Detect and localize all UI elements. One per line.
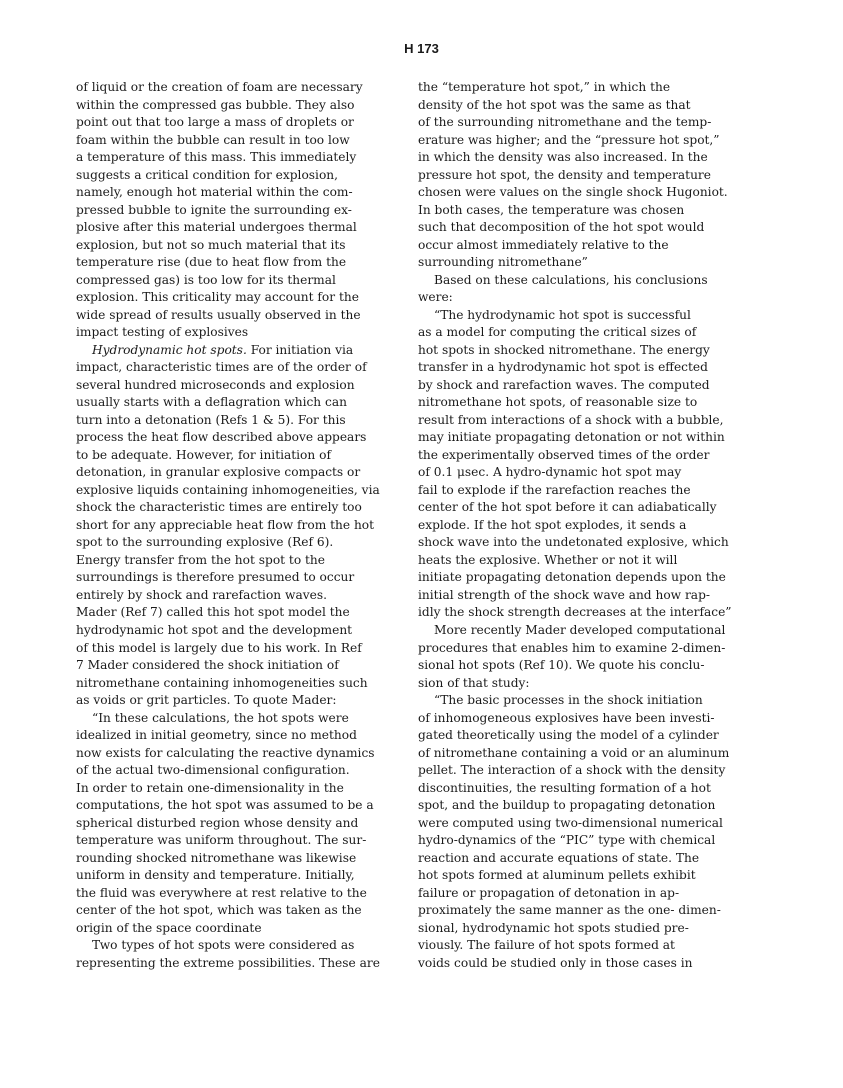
left-column-text-line: [76, 447, 394, 465]
line-text: sional, hydrodynamic hot spots studied pre-: [418, 920, 689, 935]
line-text: result from interactions of a shock with a bubble,: [418, 412, 724, 427]
right-column-text-line: [418, 394, 748, 412]
right-column-text-line: [418, 307, 748, 325]
left-column: [76, 79, 394, 972]
right-column-text-line: [418, 149, 748, 167]
line-text: voids could be studied only in those cases in: [418, 955, 693, 970]
line-text: such that decomposition of the hot spot would: [418, 220, 705, 235]
line-text: Based on these calculations, his conclusions: [434, 272, 708, 287]
line-text: entirely by shock and rarefaction waves.: [76, 587, 327, 602]
line-text: initiate propagating detonation depends upon the: [418, 570, 726, 585]
line-text: impact testing of explosives: [76, 325, 249, 340]
left-column-text-line: [76, 202, 394, 220]
left-column-text-line: [76, 885, 394, 903]
right-column-text-line: [418, 955, 748, 973]
right-column-text-line: [418, 464, 748, 482]
line-text: surrounding nitromethane”: [418, 255, 588, 270]
line-text: detonation, in granular explosive compacts or: [76, 465, 361, 480]
line-text: In order to retain one-dimensionality in the: [76, 780, 344, 795]
left-column-text-line: [76, 97, 394, 115]
line-text: viously. The failure of hot spots formed at: [418, 938, 675, 953]
left-column-text-line: [76, 464, 394, 482]
line-text: shock the characteristic times are entirely too: [76, 500, 362, 515]
left-column-text-line: [76, 692, 394, 710]
right-column-text-line: [418, 79, 748, 97]
left-column-text-line: [76, 780, 394, 798]
line-text: chosen were values on the single shock Hugoniot.: [418, 185, 728, 200]
line-text: “The basic processes in the shock initiation: [434, 693, 703, 708]
line-text: discontinuities, the resulting formation of a hot: [418, 780, 711, 795]
right-column-text-line: [418, 114, 748, 132]
left-column-text-line: [76, 394, 394, 412]
line-text: occur almost immediately relative to the: [418, 237, 669, 252]
left-column-text-line: [76, 587, 394, 605]
line-text: explosion, but not so much material that its: [76, 237, 346, 252]
line-text: pellet. The interaction of a shock with the density: [418, 763, 726, 778]
line-text: now exists for calculating the reactive dynamics: [76, 745, 375, 760]
right-column-text-line: [418, 429, 748, 447]
left-column-text-line: [76, 569, 394, 587]
right-column-text-line: [418, 184, 748, 202]
right-column-text-line: [418, 850, 748, 868]
line-text: nitromethane containing inhomogeneities such: [76, 675, 368, 690]
line-text: plosive after this material undergoes thermal: [76, 220, 357, 235]
left-column-text-line: [76, 272, 394, 290]
line-text: temperature was uniform throughout. The sur-: [76, 833, 367, 848]
line-text: “The hydrodynamic hot spot is successful: [434, 307, 691, 322]
line-text: within the compressed gas bubble. They also: [76, 97, 355, 112]
line-text: to be adequate. However, for initiation of: [76, 447, 331, 462]
line-text: several hundred microseconds and explosion: [76, 377, 355, 392]
left-column-text-line: [76, 114, 394, 132]
left-column-text-line: [76, 850, 394, 868]
left-column-text-line: [76, 149, 394, 167]
left-column-text-line: [76, 604, 394, 622]
line-text: sion of that study:: [418, 675, 530, 690]
line-text: Two types of hot spots were considered as: [92, 938, 355, 953]
line-text: spherical disturbed region whose density and: [76, 815, 359, 830]
line-text: transfer in a hydrodynamic hot spot is effected: [418, 360, 708, 375]
right-column-text-line: [418, 710, 748, 728]
right-column-text-line: [418, 272, 748, 290]
left-column-text-line: [76, 79, 394, 97]
right-column-text-line: [418, 902, 748, 920]
left-column-text-line: [76, 815, 394, 833]
right-column-text-line: [418, 219, 748, 237]
line-text: pressure hot spot, the density and temperature: [418, 167, 711, 182]
page-number: H 173: [404, 41, 439, 56]
left-column-text-line: [76, 762, 394, 780]
line-text: by shock and rarefaction waves. The computed: [418, 377, 710, 392]
right-column-text-line: [418, 552, 748, 570]
right-column-text-line: [418, 202, 748, 220]
left-column-text-line: [76, 552, 394, 570]
right-column-text-line: [418, 377, 748, 395]
left-column-text-line: [76, 307, 394, 325]
line-text: uniform in density and temperature. Initially,: [76, 868, 355, 883]
line-text: impact, characteristic times are of the order of: [76, 360, 367, 375]
line-text: Energy transfer from the hot spot to the: [76, 552, 325, 567]
left-column-text-line: [76, 517, 394, 535]
line-text: a temperature of this mass. This immediately: [76, 150, 357, 165]
line-text: nitromethane hot spots, of reasonable size to: [418, 395, 698, 410]
right-column-text-line: [418, 254, 748, 272]
line-text: surroundings is therefore presumed to occur: [76, 570, 355, 585]
left-column-text-line: [76, 902, 394, 920]
line-text: “In these calculations, the hot spots were: [92, 710, 349, 725]
line-text: foam within the bubble can result in too low: [76, 132, 350, 147]
line-text: For initiation via: [246, 342, 354, 357]
line-text: gated theoretically using the model of a cylinder: [418, 728, 719, 743]
line-text: proximately the same manner as the one- dimen-: [418, 903, 721, 918]
right-column-text-line: [418, 937, 748, 955]
right-column-text-line: [418, 289, 748, 307]
line-text: the “temperature hot spot,” in which the: [418, 80, 671, 94]
left-column-text-line: [76, 710, 394, 728]
left-column-text-line: [76, 429, 394, 447]
right-column-text-line: [418, 727, 748, 745]
right-column-text-line: [418, 97, 748, 115]
line-text: idealized in initial geometry, since no method: [76, 728, 357, 743]
right-column-text-line: [418, 499, 748, 517]
right-column-text-line: [418, 324, 748, 342]
line-text: rounding shocked nitromethane was likewise: [76, 850, 357, 865]
line-text: wide spread of results usually observed in the: [76, 307, 361, 322]
line-text: temperature rise (due to heat flow from the: [76, 255, 347, 270]
right-column-text-line: [418, 132, 748, 150]
line-text: of this model is largely due to his work. In Ref: [76, 640, 362, 655]
left-column-text-line: [76, 342, 394, 360]
line-text: hot spots formed at aluminum pellets exhibit: [418, 868, 696, 883]
line-text: spot to the surrounding explosive (Ref 6).: [76, 535, 334, 550]
line-text: short for any appreciable heat flow from the hot: [76, 517, 375, 532]
section-heading: Hydrodynamic hot spots.: [92, 342, 247, 357]
right-column-text-line: [418, 569, 748, 587]
right-column-text-line: [418, 780, 748, 798]
right-column-text-line: [418, 762, 748, 780]
left-column-text-line: [76, 482, 394, 500]
right-column-text-line: [418, 622, 748, 640]
right-column-text-line: [418, 885, 748, 903]
left-column-text-line: [76, 955, 394, 973]
line-text: compressed gas) is too low for its thermal: [76, 272, 336, 287]
line-text: turn into a detonation (Refs 1 & 5). For this: [76, 412, 346, 427]
right-column-text-line: [418, 447, 748, 465]
right-column-text-line: [418, 797, 748, 815]
line-text: pressed bubble to ignite the surrounding ex-: [76, 202, 352, 217]
line-text: usually starts with a deflagration which can: [76, 395, 347, 410]
line-text: sional hot spots (Ref 10). We quote his conclu-: [418, 658, 705, 673]
left-column-text-line: [76, 219, 394, 237]
right-column-text-line: [418, 832, 748, 850]
left-column-text-line: [76, 745, 394, 763]
left-column-text-line: [76, 675, 394, 693]
right-column-text-line: [418, 359, 748, 377]
left-column-text-line: [76, 920, 394, 938]
left-column-text-line: [76, 237, 394, 255]
right-column-text-line: [418, 815, 748, 833]
line-text: reaction and accurate equations of state. The: [418, 850, 700, 865]
right-column-text-line: [418, 640, 748, 658]
line-text: idly the shock strength decreases at the interface”: [418, 605, 732, 620]
line-text: origin of the space coordinate: [76, 920, 262, 935]
left-column-text-line: [76, 727, 394, 745]
right-column: [418, 79, 748, 972]
left-column-text-line: [76, 184, 394, 202]
line-text: procedures that enables him to examine 2-dimen-: [418, 640, 726, 655]
line-text: point out that too large a mass of droplets or: [76, 115, 354, 130]
line-text: shock wave into the undetonated explosive, which: [418, 535, 729, 550]
left-column-text-line: [76, 254, 394, 272]
line-text: center of the hot spot, which was taken as the: [76, 903, 362, 918]
left-column-text-line: [76, 324, 394, 342]
right-column-text-line: [418, 657, 748, 675]
line-text: hydrodynamic hot spot and the development: [76, 622, 353, 637]
right-column-text-line: [418, 167, 748, 185]
line-text: of the surrounding nitromethane and the temp-: [418, 115, 712, 130]
line-text: the experimentally observed times of the order: [418, 447, 710, 462]
right-column-text-line: [418, 412, 748, 430]
left-column-text-line: [76, 132, 394, 150]
line-text: as voids or grit particles. To quote Mader:: [76, 693, 337, 708]
line-text: of liquid or the creation of foam are necessary: [76, 80, 363, 94]
left-column-text-line: [76, 499, 394, 517]
line-text: explosive liquids containing inhomogeneities, via: [76, 482, 380, 497]
right-column-text-line: [418, 745, 748, 763]
line-text: suggests a critical condition for explosion,: [76, 167, 339, 182]
line-text: failure or propagation of detonation in ap-: [418, 885, 680, 900]
line-text: representing the extreme possibilities. These are: [76, 955, 380, 970]
right-column-text-line: [418, 920, 748, 938]
left-column-text-line: [76, 412, 394, 430]
line-text: heats the explosive. Whether or not it will: [418, 552, 678, 567]
line-text: namely, enough hot material within the com-: [76, 185, 353, 200]
left-column-text-line: [76, 657, 394, 675]
left-column-text-line: [76, 359, 394, 377]
left-column-text-line: [76, 622, 394, 640]
line-text: computations, the hot spot was assumed to be a: [76, 798, 374, 813]
line-text: Mader (Ref 7) called this hot spot model the: [76, 605, 350, 620]
right-column-text-line: [418, 237, 748, 255]
line-text: of the actual two-dimensional configuration.: [76, 763, 350, 778]
line-text: as a model for computing the critical sizes of: [418, 325, 697, 340]
left-column-text-line: [76, 167, 394, 185]
line-text: of 0.1 μsec. A hydro-dynamic hot spot may: [418, 465, 682, 480]
line-text: in which the density was also increased. In the: [418, 150, 708, 165]
line-text: were:: [418, 290, 453, 305]
left-column-text-line: [76, 377, 394, 395]
line-text: were computed using two-dimensional numerical: [418, 815, 723, 830]
line-text: of inhomogeneous explosives have been investi-: [418, 710, 715, 725]
line-text: spot, and the buildup to propagating detonation: [418, 798, 716, 813]
line-text: may initiate propagating detonation or not within: [418, 430, 725, 445]
line-text: fail to explode if the rarefaction reaches the: [418, 482, 691, 497]
right-column-text-line: [418, 867, 748, 885]
right-column-text-line: [418, 534, 748, 552]
right-column-text-line: [418, 604, 748, 622]
line-text: explosion. This criticality may account for the: [76, 290, 359, 305]
right-column-text-line: [418, 342, 748, 360]
line-text: the fluid was everywhere at rest relative to the: [76, 885, 367, 900]
left-column-text-line: [76, 534, 394, 552]
line-text: center of the hot spot before it can adiabatically: [418, 500, 717, 515]
left-column-text-line: [76, 832, 394, 850]
line-text: explode. If the hot spot explodes, it sends a: [418, 517, 687, 532]
left-column-text-line: [76, 797, 394, 815]
right-column-text-line: [418, 675, 748, 693]
line-text: density of the hot spot was the same as that: [418, 97, 691, 112]
line-text: initial strength of the shock wave and how rap-: [418, 587, 710, 602]
line-text: In both cases, the temperature was chosen: [418, 202, 685, 217]
left-column-text-line: [76, 867, 394, 885]
left-column-text-line: [76, 937, 394, 955]
line-text: More recently Mader developed computational: [434, 622, 726, 637]
right-column-text-line: [418, 517, 748, 535]
line-text: of nitromethane containing a void or an aluminum: [418, 745, 730, 760]
right-column-text-line: [418, 692, 748, 710]
line-text: 7 Mader considered the shock initiation of: [76, 658, 339, 673]
right-column-text-line: [418, 587, 748, 605]
line-text: erature was higher; and the “pressure hot spot,”: [418, 132, 720, 147]
line-text: process the heat flow described above appears: [76, 430, 367, 445]
line-text: hot spots in shocked nitromethane. The energy: [418, 342, 710, 357]
line-text: hydro-dynamics of the “PIC” type with chemical: [418, 833, 716, 848]
left-column-text-line: [76, 640, 394, 658]
left-column-text-line: [76, 289, 394, 307]
right-column-text-line: [418, 482, 748, 500]
